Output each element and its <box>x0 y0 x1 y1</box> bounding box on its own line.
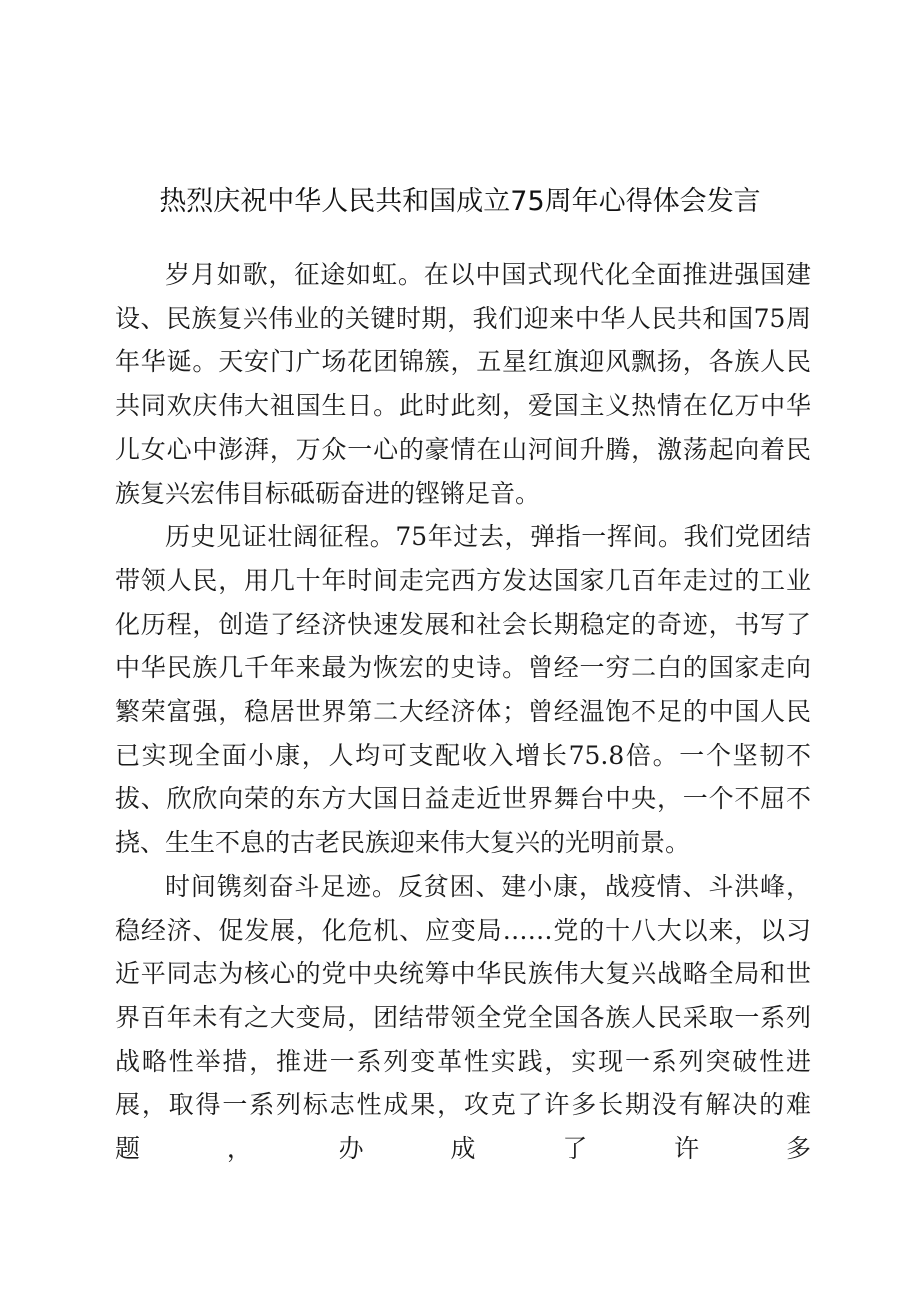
document-body <box>115 253 811 1171</box>
paragraph-1: 岁月如歌，征途如虹。在以中国式现代化全面推进强国建设、民族复兴伟业的关键时期，我们迎来中华人民共和国75周年华诞。天安门广场花团锦簇，五星红旗迎风飘扬，各族人民共同欢庆伟大祖国生日。此时此刻，爱国主义热情在亿万中华儿女心中澎湃，万众一心的豪情在山河间升腾，激荡起向着民族复兴宏伟目标砥砺奋进的铿锵足音。 <box>115 260 811 508</box>
document-title: 热烈庆祝中华人民共和国成立75周年心得体会发言 <box>159 186 761 217</box>
paragraph-3: 时间镌刻奋斗足迹。反贫困、建小康，战疫情、斗洪峰，稳经济、促发展，化危机、应变局……党的十八大以来，以习近平同志为核心的党中央统筹中华民族伟大复兴战略全局和世界百年未有之大变局，团结带领全党全国各族人民采取一系列战略性举措，推进一系列变革性实践，实现一系列突破性进展，取得一系列标志性成果，攻克了许多长期没有解决的难题，办成了许多 <box>115 871 811 1164</box>
paragraph-2: 历史见证壮阔征程。75年过去，弹指一挥间。我们党团结带领人民，用几十年时间走完西方发达国家几百年走过的工业化历程，创造了经济快速发展和社会长期稳定的奇迹，书写了中华民族几千年来最为恢宏的史诗。曾经一穷二白的国家走向繁荣富强，稳居世界第二大经济体；曾经温饱不足的中国人民已实现全面小康，人均可支配收入增长75.8倍。一个坚韧不拔、欣欣向荣的东方大国日益走近世界舞台中央，一个不屈不挠、生生不息的古老民族迎来伟大复兴的光明前景。 <box>115 522 811 858</box>
